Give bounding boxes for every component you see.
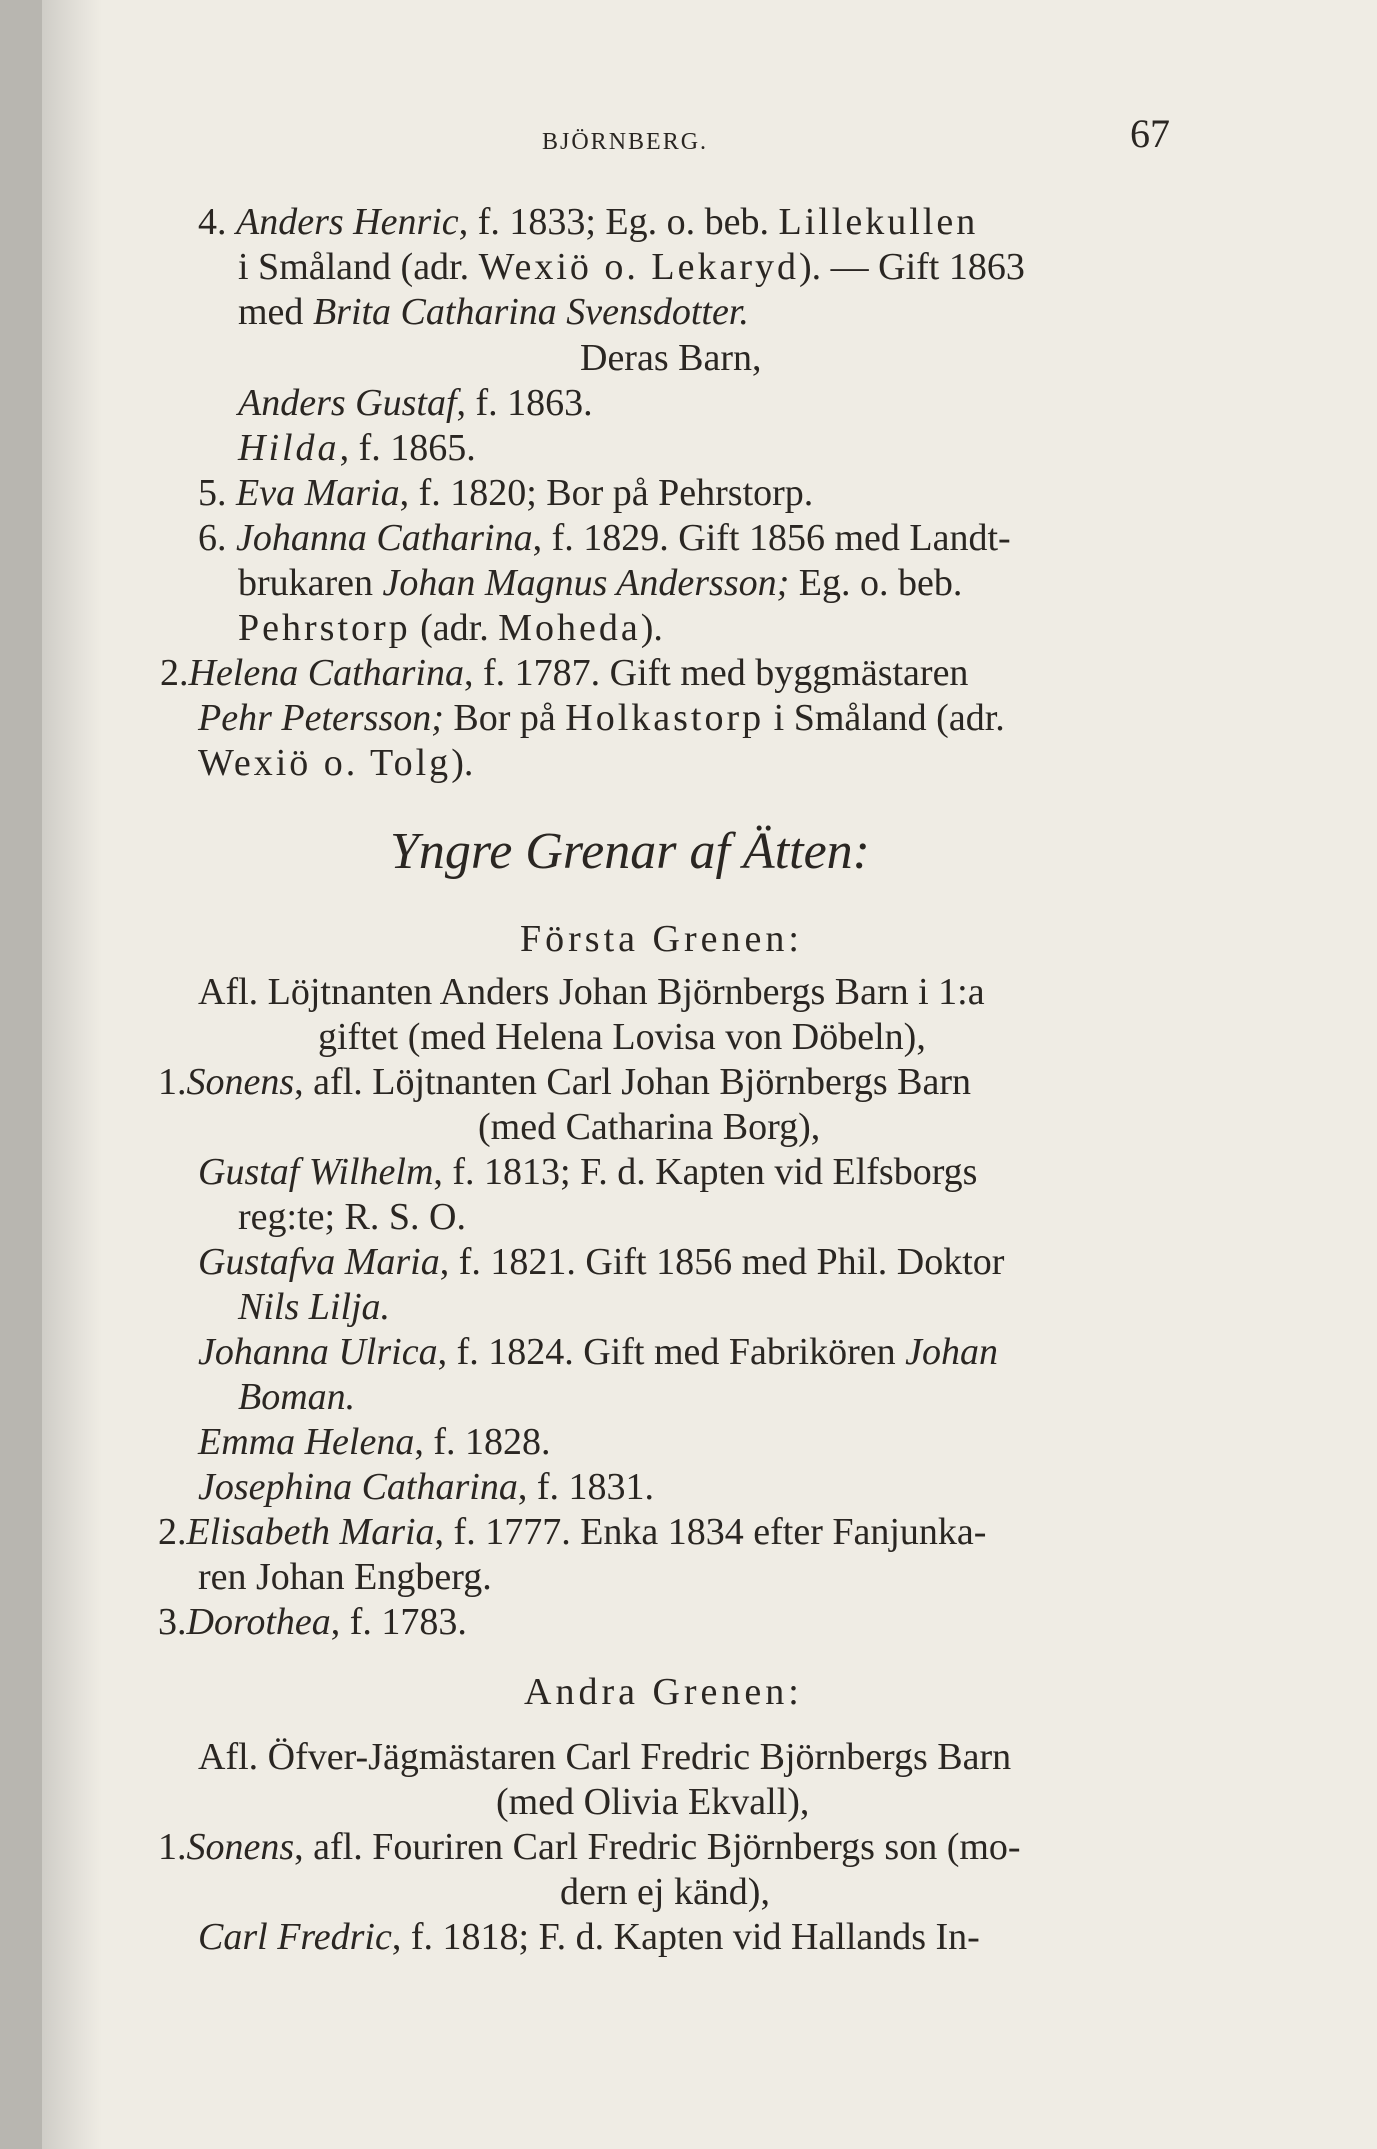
entry-line: Pehr Petersson; Bor på Holkastorp i Småland (adr. xyxy=(198,697,1005,739)
entry-line: 1.Sonens, afl. Fouriren Carl Fredric Björnbergs son (mo- xyxy=(158,1826,1021,1868)
entry-line: 3.Dorothea, f. 1783. xyxy=(158,1601,467,1643)
entry-line: 5. Eva Maria, f. 1820; Bor på Pehrstorp. xyxy=(198,472,814,514)
entry-line: ren Johan Engberg. xyxy=(198,1556,492,1598)
entry-line: Wexiö o. Tolg). xyxy=(198,742,474,784)
section-title: Yngre Grenar af Ätten: xyxy=(390,823,870,880)
children-heading: Deras Barn, xyxy=(580,337,762,379)
running-header: BJÖRNBERG. xyxy=(542,129,709,155)
entry-line: Carl Fredric, f. 1818; F. d. Kapten vid Hallands In- xyxy=(198,1916,980,1958)
entry-line: Nils Lilja. xyxy=(238,1286,391,1328)
entry-line: 1.Sonens, afl. Löjtnanten Carl Johan Björnbergs Barn xyxy=(158,1061,971,1103)
entry-line: Anders Gustaf, f. 1863. xyxy=(238,382,593,424)
entry-line: Josephina Catharina, f. 1831. xyxy=(198,1466,654,1508)
entry-line: Johanna Ulrica, f. 1824. Gift med Fabrikören Johan xyxy=(198,1331,998,1373)
entry-line: Gustafva Maria, f. 1821. Gift 1856 med Phil. Doktor xyxy=(198,1241,1005,1283)
entry-line: i Småland (adr. Wexiö o. Lekaryd). — Gift 1863 xyxy=(238,246,1025,288)
entry-line: dern ej känd), xyxy=(560,1871,770,1913)
entry-line: 6. Johanna Catharina, f. 1829. Gift 1856 med Landt- xyxy=(198,517,1011,559)
entry-line: Afl. Löjtnanten Anders Johan Björnbergs Barn i 1:a xyxy=(198,971,985,1013)
page-number: 67 xyxy=(1130,111,1170,156)
entry-line: 2.Elisabeth Maria, f. 1777. Enka 1834 efter Fanjunka- xyxy=(158,1511,987,1553)
entry-line: Pehrstorp (adr. Moheda). xyxy=(238,607,663,649)
branch-heading: Första Grenen: xyxy=(520,918,803,960)
entry-line: Afl. Öfver-Jägmästaren Carl Fredric Björnbergs Barn xyxy=(198,1736,1012,1778)
entry-line: 4. Anders Henric, f. 1833; Eg. o. beb. Lillekullen xyxy=(198,201,979,243)
entry-line: Gustaf Wilhelm, f. 1813; F. d. Kapten vid Elfsborgs xyxy=(198,1151,978,1193)
entry-line: (med Catharina Borg), xyxy=(478,1106,821,1148)
entry-line: giftet (med Helena Lovisa von Döbeln), xyxy=(318,1016,926,1058)
branch-heading: Andra Grenen: xyxy=(524,1671,803,1713)
entry-line: Boman. xyxy=(238,1376,356,1418)
entry-line: (med Olivia Ekvall), xyxy=(496,1781,810,1823)
entry-line: Hilda, f. 1865. xyxy=(238,427,476,469)
entry-line: brukaren Johan Magnus Andersson; Eg. o. beb. xyxy=(238,562,963,604)
entry-line: Emma Helena, f. 1828. xyxy=(198,1421,551,1463)
entry-line: 2.Helena Catharina, f. 1787. Gift med byggmästaren xyxy=(160,652,969,694)
entry-line: med Brita Catharina Svensdotter. xyxy=(238,291,749,333)
entry-line: reg:te; R. S. O. xyxy=(238,1196,466,1238)
